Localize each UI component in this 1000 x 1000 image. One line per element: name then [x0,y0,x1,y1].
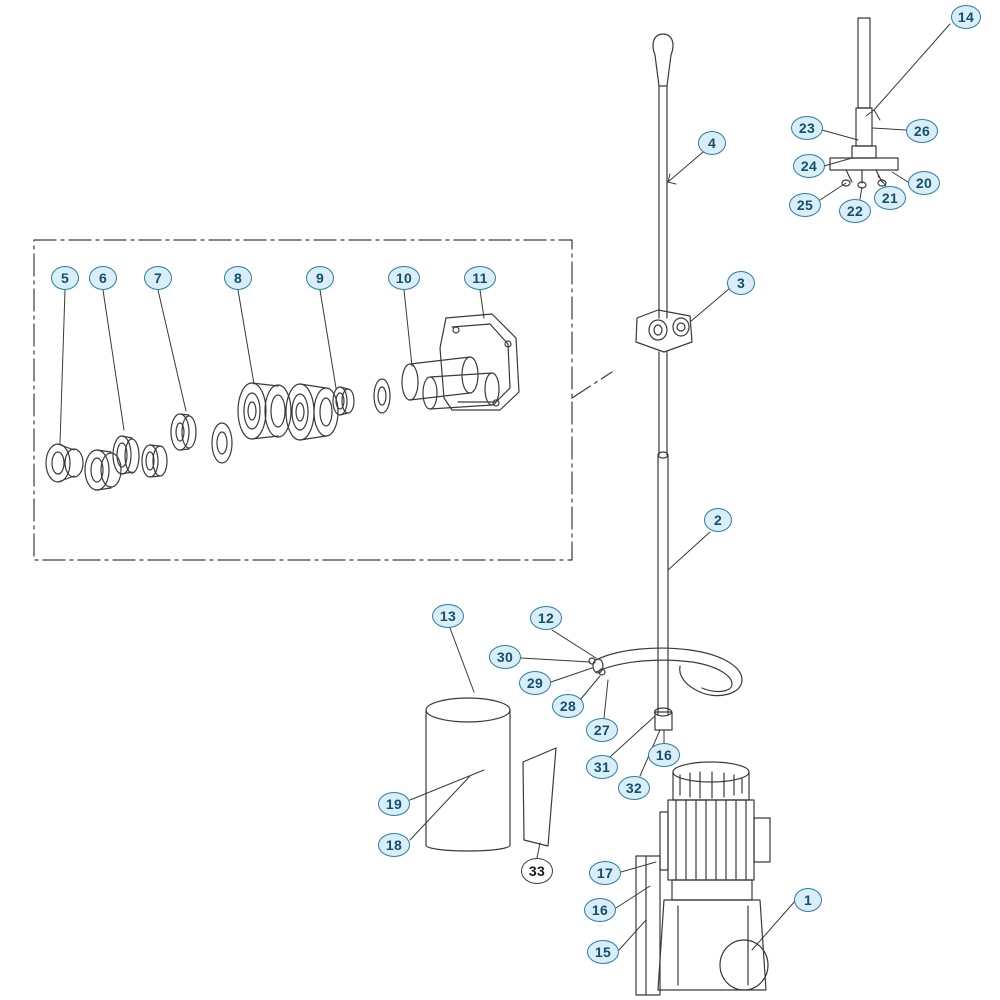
part-13-container [426,698,510,851]
part-4-rod [653,34,673,455]
callout-14[interactable]: 14 [951,5,981,29]
callout-20[interactable]: 20 [908,171,940,195]
callout-23[interactable]: 23 [791,116,823,140]
callout-13[interactable]: 13 [432,604,464,628]
callout-9[interactable]: 9 [306,266,334,290]
callout-19[interactable]: 19 [378,792,410,816]
callout-1[interactable]: 1 [794,888,822,912]
part-14-level-switch [830,18,898,188]
callout-12[interactable]: 12 [530,606,562,630]
detail-leader [572,372,612,398]
part-1-motor-pump [636,762,770,995]
callout-28[interactable]: 28 [552,694,584,718]
part-6-seal-stack [85,436,139,490]
callout-33[interactable]: 33 [521,858,553,884]
part-9-bearing [286,384,354,440]
part-hose-assembly [589,648,742,695]
part-3-clamp [636,310,692,352]
part-10-shaft [402,357,499,409]
callout-7[interactable]: 7 [144,266,172,290]
callout-32[interactable]: 32 [618,776,650,800]
callout-2[interactable]: 2 [704,508,732,532]
callout-22[interactable]: 22 [839,199,871,223]
callout-11[interactable]: 11 [464,266,496,290]
callout-27[interactable]: 27 [586,718,618,742]
part-5-bushing [46,444,83,482]
callout-16[interactable]: 16 [584,898,616,922]
callout-4[interactable]: 4 [698,131,726,155]
callout-6[interactable]: 6 [89,266,117,290]
part-33-plate [523,748,556,846]
detail-panel-border [34,240,572,560]
callout-29[interactable]: 29 [519,671,551,695]
part-washer [212,423,232,463]
part-7-spacer-stack [142,414,196,477]
part-2-riser-tube [655,452,673,730]
callout-15[interactable]: 15 [587,940,619,964]
callout-8[interactable]: 8 [224,266,252,290]
callout-31[interactable]: 31 [586,755,618,779]
callout-21[interactable]: 21 [874,186,906,210]
part-ring [374,379,390,413]
callout-10[interactable]: 10 [388,266,420,290]
part-8-bearing [238,383,291,439]
callout-3[interactable]: 3 [727,271,755,295]
callout-26[interactable]: 26 [906,119,938,143]
callout-24[interactable]: 24 [793,154,825,178]
callout-25[interactable]: 25 [789,193,821,217]
callout-18[interactable]: 18 [378,833,410,857]
callout-30[interactable]: 30 [489,645,521,669]
callout-5[interactable]: 5 [51,266,79,290]
callout-17[interactable]: 17 [589,861,621,885]
callout-16[interactable]: 16 [648,743,680,767]
